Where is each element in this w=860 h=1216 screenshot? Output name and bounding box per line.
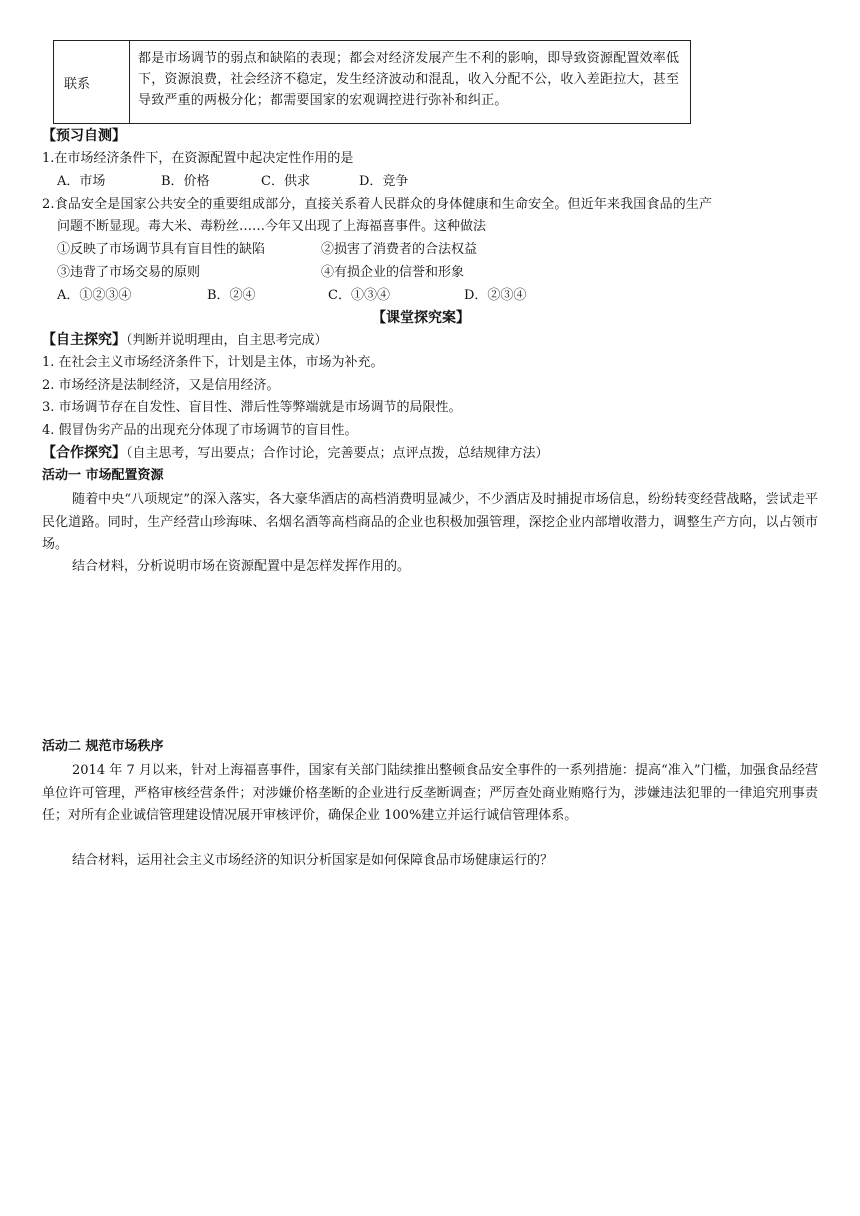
option-c: C．供求 (261, 174, 310, 189)
question-2-item-4: ④有损企业的信誉和形象 (321, 265, 465, 280)
option-a: A．①②③④ (57, 288, 132, 303)
question-2-item-1: ①反映了市场调节具有盲目性的缺陷 (57, 242, 266, 257)
question-1-stem: 1.在市场经济条件下，在资源配置中起决定性作用的是 (42, 151, 354, 166)
activity-2-question: 结合材料，运用社会主义市场经济的知识分析国家是如何保障食品市场健康运行的？ (72, 853, 554, 868)
question-1-options (57, 171, 408, 193)
option-d: D．竞争 (359, 174, 409, 189)
coop-explore-note: （自主思考，写出要点；合作讨论，完善要点；点评点拨，总结规律方法） (126, 446, 549, 461)
activity-2-title: 活动二 规范市场秩序 (42, 739, 164, 754)
table-row-label: 联系 (54, 41, 130, 123)
activity-1-material: 随着中央“八项规定”的深入落实，各大豪华酒店的高档消费明显减少，不少酒店及时捕捉市场信息，纷纷转变经营战略，尝试走平民化道路。同时，生产经营山珍海味、名烟名酒等高档商品的企业也积极加强管理，深挖企业内部增收潜力，调整生产方向，以占领市场。 (42, 492, 818, 552)
question-2-item-3: ③违背了市场交易的原则 (57, 265, 201, 280)
self-explore-heading: 【自主探究】 (42, 332, 126, 348)
preview-heading: 【预习自测】 (42, 128, 126, 144)
question-2-stem-line-2: 问题不断显现。毒大米、毒粉丝……今年又出现了上海福喜事件。这种做法 (57, 219, 487, 234)
option-d: D．②③④ (464, 288, 527, 303)
activity-1-question: 结合材料，分析说明市场在资源配置中是怎样发挥作用的。 (72, 559, 411, 574)
comparison-table (53, 40, 691, 124)
table-row-content: 都是市场调节的弱点和缺陷的表现；都会对经济发展产生不利的影响，即导致资源配置效率低下，资源浪费，社会经济不稳定，发生经济波动和混乱，收入分配不公，收入差距拉大，甚至导致严重的两极分化；都需要国家的宏观调控进行弥补和纠正。 (138, 51, 680, 108)
list-item: 1. 在社会主义市场经济条件下，计划是主体，市场为补充。 (42, 355, 384, 370)
self-explore-header (42, 329, 328, 352)
question-2-stem-line-1: 2.食品安全是国家公共安全的重要组成部分，直接关系着人民群众的身体健康和生命安全。但近年来我国食品的生产 (42, 197, 713, 212)
self-explore-note: （判断并说明理由，自主思考完成） (126, 333, 328, 348)
list-item: 2. 市场经济是法制经济，又是信用经济。 (42, 378, 280, 393)
activity-1-title: 活动一 市场配置资源 (42, 468, 164, 483)
question-2-item-2: ②损害了消费者的合法权益 (321, 242, 478, 257)
option-b: B．价格 (161, 174, 210, 189)
option-b: B．②④ (207, 288, 256, 303)
option-a: A．市场 (57, 174, 106, 189)
coop-explore-header (42, 442, 549, 465)
question-2-options (57, 285, 526, 307)
coop-explore-heading: 【合作探究】 (42, 445, 126, 461)
list-item: 4. 假冒伪劣产品的出现充分体现了市场调节的盲目性。 (42, 423, 358, 438)
list-item: 3. 市场调节存在自发性、盲目性、滞后性等弊端就是市场调节的局限性。 (42, 400, 462, 415)
option-c: C．①③④ (328, 288, 390, 303)
activity-2-material: 2014 年 7 月以来，针对上海福喜事件，国家有关部门陆续推出整顿食品安全事件的一系列措施：提高“准入”门槛，加强食品经营单位许可管理，严格审核经营条件；对涉嫌价格垄断的企业进行反垄断调查；严厉查处商业贿赂行为，涉嫌违法犯罪的一律追究刑事责任；对所有企业诚信管理建设情况展开审核评价，确保企业 100%建立并运行诚信管理体系。 (42, 763, 818, 823)
classroom-title: 【课堂探究案】 (372, 310, 470, 326)
